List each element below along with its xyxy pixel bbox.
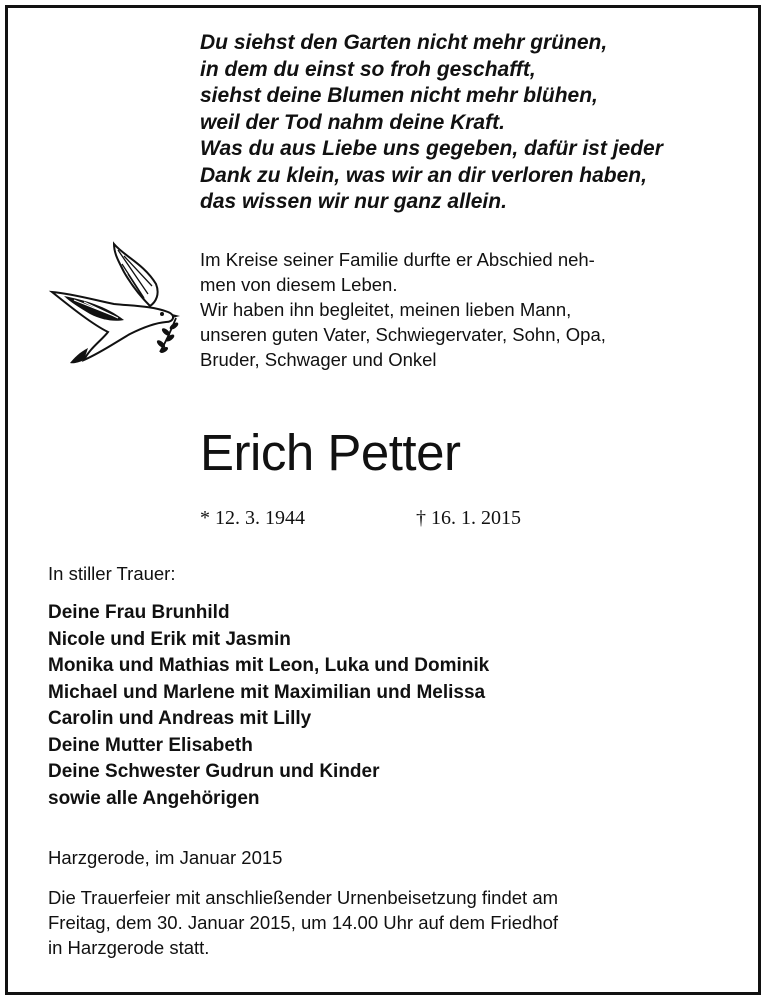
poem-line: in dem du einst so froh geschafft, (200, 57, 536, 81)
farewell-line: Im Kreise seiner Familie durfte er Abschied neh- (200, 249, 595, 270)
poem-line: das wissen wir nur ganz allein. (200, 190, 507, 213)
mourning-label: In stiller Trauer: (48, 563, 176, 584)
mourner-item: Michael und Marlene mit Maximilian und Melissa (48, 681, 486, 703)
mourner-item: Carolin und Andreas mit Lilly (48, 708, 312, 729)
mourner-item: Deine Frau Brunhild (48, 602, 230, 623)
farewell-text (200, 247, 720, 372)
poem-line: Was du aus Liebe uns gegeben, dafür ist jeder (200, 137, 663, 160)
service-info (48, 885, 728, 960)
farewell-line: men von diesem Leben. (200, 274, 398, 295)
mourner-item: Deine Schwester Gudrun und Kinder (48, 761, 380, 782)
deceased-name: Erich Petter (200, 424, 461, 481)
death-date: † 16. 1. 2015 (416, 507, 521, 529)
birth-date: * 12. 3. 1944 (200, 507, 305, 529)
mourner-item: sowie alle Angehörigen (48, 787, 260, 809)
poem-line: Dank zu klein, was wir an dir verloren haben, (200, 163, 647, 187)
poem-line: siehst deine Blumen nicht mehr blühen, (200, 84, 598, 107)
mourner-item: Monika und Mathias mit Leon, Luka und Dominik (48, 655, 490, 676)
service-line: Die Trauerfeier mit anschließender Urnenbeisetzung findet am (48, 887, 559, 908)
mourner-item: Nicole und Erik mit Jasmin (48, 628, 291, 650)
farewell-line: Bruder, Schwager und Onkel (200, 349, 437, 370)
place-date: Harzgerode, im Januar 2015 (48, 847, 283, 868)
farewell-line: unseren guten Vater, Schwiegervater, Sohn, Opa, (200, 324, 606, 345)
service-line: Freitag, dem 30. Januar 2015, um 14.00 Uhr auf dem Friedhof (48, 912, 559, 933)
poem-line: Du siehst den Garten nicht mehr grünen, (200, 31, 608, 54)
life-dates (200, 505, 521, 531)
mourner-item: Deine Mutter Elisabeth (48, 734, 253, 756)
service-line: in Harzgerode statt. (48, 937, 210, 958)
mourners-list (48, 600, 489, 812)
poem-line: weil der Tod nahm deine Kraft. (200, 110, 505, 134)
farewell-line: Wir haben ihn begleitet, meinen lieben Mann, (200, 299, 572, 320)
poem-verse (200, 30, 740, 216)
dove-icon (44, 236, 194, 366)
